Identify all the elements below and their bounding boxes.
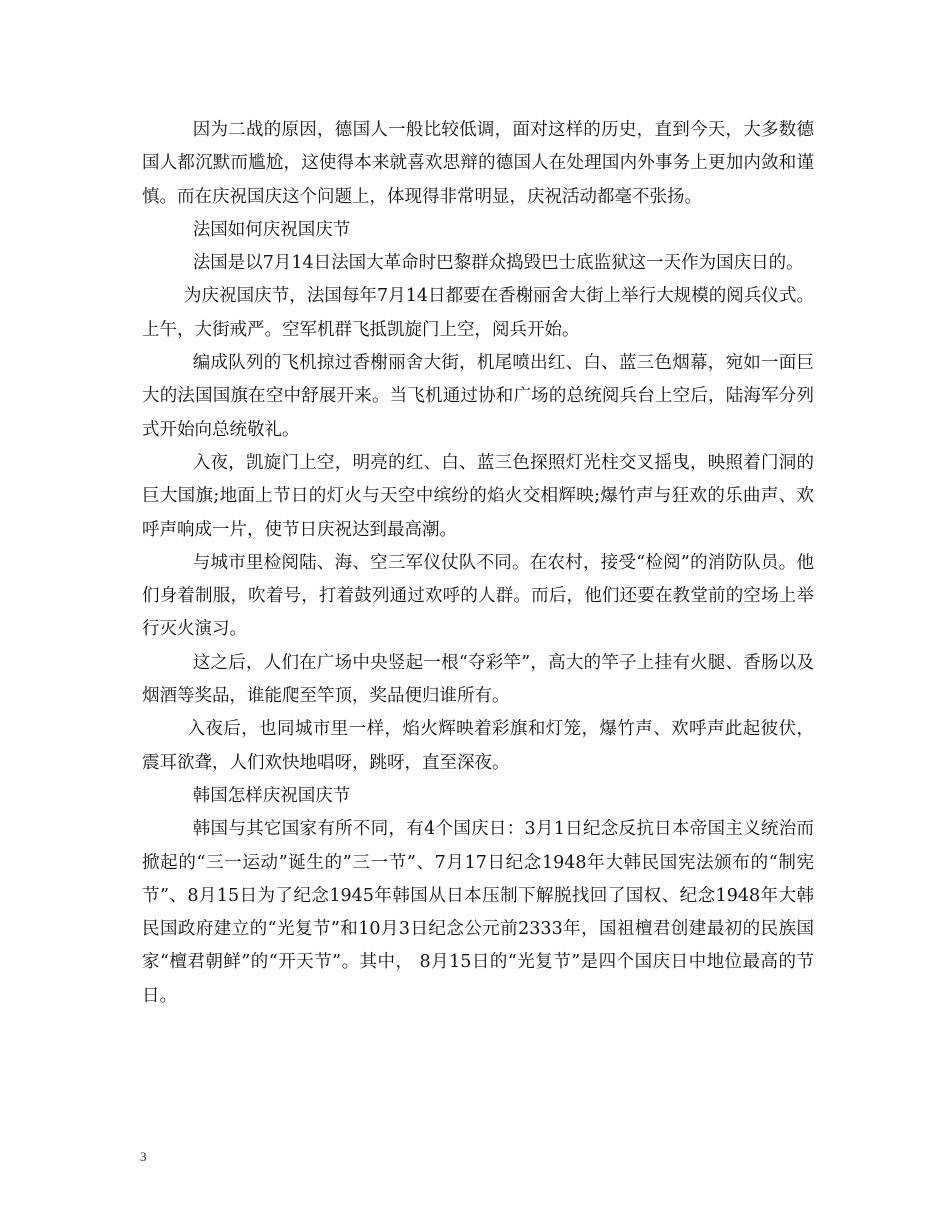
paragraph-france-date: 法国是以7月14日法国大革命时巴黎群众捣毁巴士底监狱这一天作为国庆日的。 (192, 253, 804, 274)
heading-france: 法国如何庆祝国庆节 (192, 219, 351, 240)
paragraph-korea-holidays: 韩国与其它国家有所不同，有4个国庆日：3月1日纪念反抗日本帝国主义统治而掀起的“三一运动”诞生的”三一节”、7月17日纪念1948年大韩民国宪法颁布的“制宪节”、8月15日为了纪念1945年韩国从日本压制下解脱找回了国权、纪念1948年大韩民国政府建立的“光复节”和10月3日纪念公元前2333年，国祖檀君创建最初的民族国家“檀君朝鲜”的“开天节”。其中， 8月15日的“光复节”是四个国庆日中地位最高的节日。 (142, 819, 814, 1006)
paragraph-germany-summary: 因为二战的原因，德国人一般比较低调，面对这样的历史，直到今天，大多数德国人都沉默而尴尬，这使得本来就喜欢思辩的德国人在处理国内外事务上更加内敛和谨慎。而在庆祝国庆这个问题上，体现得非常明显，庆祝活动都毫不张扬。 (142, 120, 814, 207)
heading-korea: 韩国怎样庆祝国庆节 (192, 785, 351, 806)
paragraph-france-parade: 为庆祝国庆节，法国每年7月14日都要在香榭丽舍大街上举行大规模的阅兵仪式。上午，大街戒严。空军机群飞抵凯旋门上空，阅兵开始。 (142, 286, 814, 340)
page-number: 3 (140, 1149, 147, 1164)
document-body (142, 114, 814, 1013)
paragraph-france-countryside: 与城市里检阅陆、海、空三军仪仗队不同。在农村，接受“检阅”的消防队员。他们身着制服，吹着号，打着鼓列通过欢呼的人群。而后，他们还要在教堂前的空场上举行灭火演习。 (142, 552, 814, 640)
paragraph-france-aircraft: 编成队列的飞机掠过香榭丽舍大街，机尾喷出红、白、蓝三色烟幕，宛如一面巨大的法国国旗在空中舒展开来。当飞机通过协和广场的总统阅兵台上空后，陆海军分列式开始向总统敬礼。 (142, 353, 814, 440)
paragraph-france-fireworks: 入夜后，也同城市里一样，焰火辉映着彩旗和灯笼，爆竹声、欢呼声此起彼伏，震耳欲聋，人们欢快地唱呀，跳呀，直至深夜。 (142, 719, 814, 773)
paragraph-france-pole: 这之后，人们在广场中央竖起一根“夺彩竿”，高大的竿子上挂有火腿、香肠以及烟酒等奖品，谁能爬至竿顶，奖品便归谁所有。 (142, 652, 814, 707)
paragraph-france-night: 入夜，凯旋门上空，明亮的红、白、蓝三色探照灯光柱交叉摇曳，映照着门洞的巨大国旗;地面上节日的灯火与天空中缤纷的焰火交相辉映;爆竹声与狂欢的乐曲声、欢呼声响成一片，使节日庆祝达到最高潮。 (142, 452, 814, 540)
